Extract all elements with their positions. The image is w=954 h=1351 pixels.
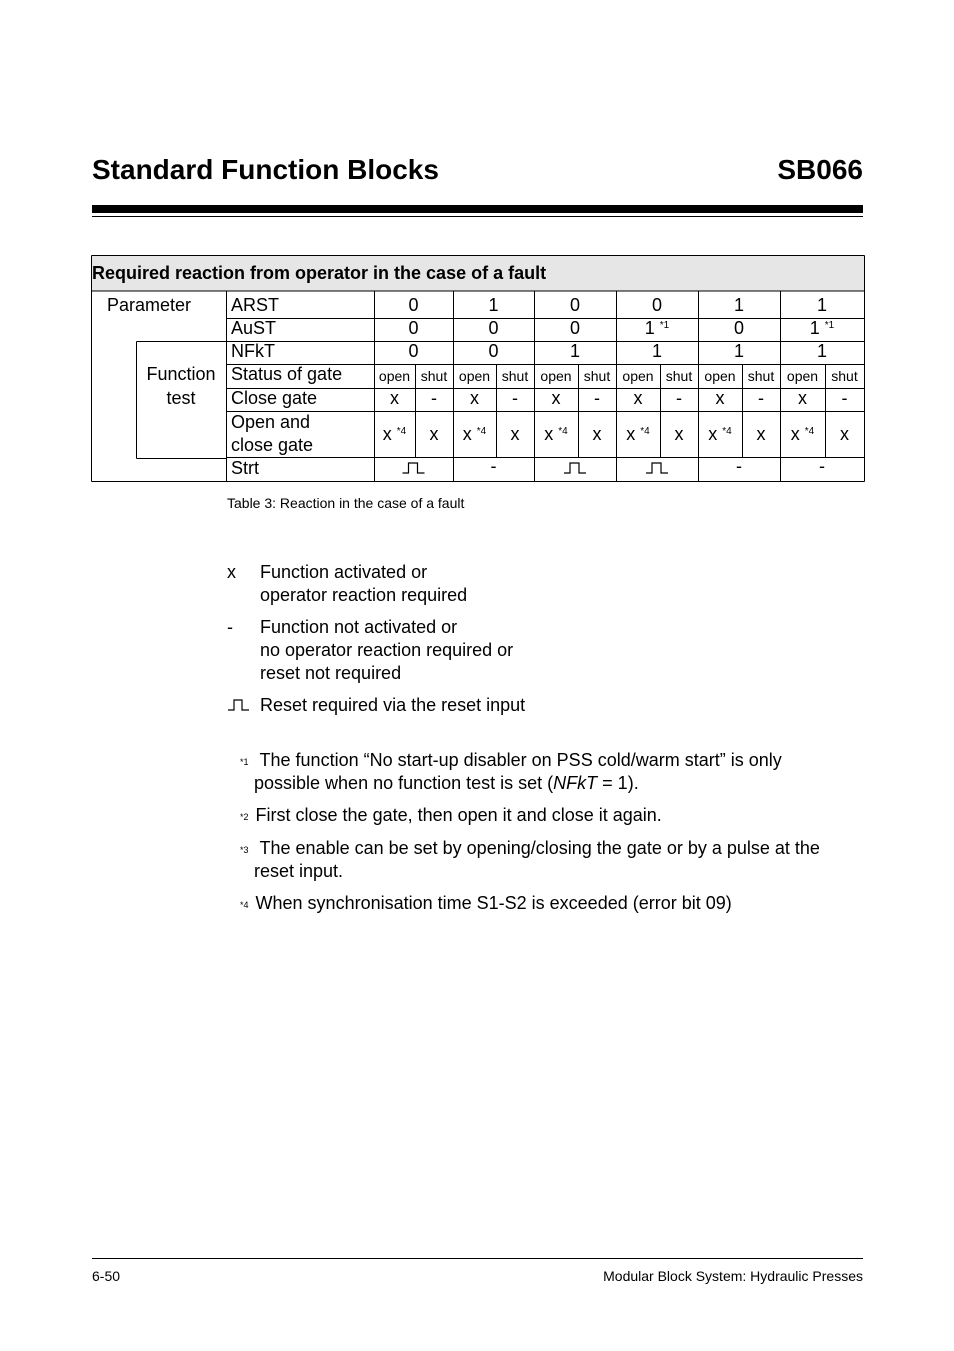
legend-dash-line1: Function not activated or (260, 617, 458, 637)
legend-dash-line2: no operator reaction required or (260, 640, 514, 660)
legend-x-line1: Function activated or (260, 562, 428, 582)
close-gate-shut: - (431, 388, 437, 408)
open-close-shut: x (429, 424, 439, 444)
nfkt-value: 0 (408, 341, 419, 361)
close-gate-open: x (798, 388, 807, 408)
open-close-open: x $^{*4}$ (626, 424, 650, 444)
close-gate-shut: - (594, 388, 600, 408)
nfkt-value: 1 (569, 341, 580, 361)
page-number: 6-50 (92, 1268, 121, 1284)
header-rule-thick (92, 205, 863, 213)
table-caption: Table 3: Reaction in the case of a fault (227, 495, 465, 511)
footnote-2 (240, 804, 865, 827)
status-open: open (622, 368, 654, 384)
footnote-1-line2-a: possible when no function test is set ( (254, 773, 554, 793)
parameter-label: Parameter (107, 295, 192, 315)
aust-value: 0 (569, 318, 580, 338)
arst-value: 0 (408, 295, 419, 315)
header-rule-thin (92, 216, 863, 217)
row-label-strt: Strt (231, 458, 260, 478)
status-shut: shut (420, 368, 448, 384)
page-title: Standard Function Blocks (92, 154, 439, 185)
close-gate-shut: - (512, 388, 518, 408)
legend-x-line2: operator reaction required (260, 585, 468, 605)
status-open: open (458, 368, 491, 384)
legend-text-dash (260, 616, 513, 685)
arst-value: 0 (569, 295, 580, 315)
footnote-4-mark: *4 (240, 900, 249, 910)
aust-value: 1 $^{*1}$ (644, 318, 670, 338)
function-test-label: test (166, 388, 196, 408)
status-shut: shut (747, 368, 775, 384)
close-gate-open: x (470, 388, 479, 408)
close-gate-shut: - (841, 388, 848, 408)
row-label-arst: ARST (231, 295, 280, 315)
status-open: open (704, 368, 736, 384)
open-close-shut: x (592, 424, 602, 444)
legend-dash-line3: reset not required (260, 663, 402, 683)
footnote-1-line2 (240, 772, 865, 795)
legend-symbol-x: x (227, 562, 236, 582)
open-close-open: x $^{*4}$ (790, 424, 815, 444)
strt-value: - (819, 456, 825, 476)
status-shut: shut (665, 368, 693, 384)
nfkt-value: 1 (651, 341, 662, 361)
arst-value: 1 (488, 295, 499, 315)
block-code: SB066 (777, 154, 863, 185)
close-gate-open: x (715, 388, 725, 408)
legend-symbol-dash: - (227, 617, 233, 637)
footnote-1-line2-b: = 1). (597, 773, 639, 793)
row-label-aust: AuST (231, 318, 277, 338)
legend-text-x (260, 561, 467, 607)
strt-value: - (736, 456, 742, 476)
open-close-open: x $^{*4}$ (708, 424, 732, 444)
arst-value: 1 (733, 295, 744, 315)
pulse-icon (646, 463, 668, 473)
function-test-label: Function (146, 364, 216, 384)
nfkt-value: 1 (816, 341, 827, 361)
nfkt-value: 0 (488, 341, 499, 361)
footnote-1 (240, 749, 865, 795)
close-gate-shut: - (676, 388, 682, 408)
status-open: open (378, 368, 411, 384)
status-shut: shut (583, 368, 611, 384)
open-close-open: x $^{*4}$ (462, 424, 487, 444)
arst-value: 1 (816, 295, 827, 315)
footnote-1-line1: The function “No start-up disabler on PSS cold/warm start” is only (259, 750, 782, 770)
footnote-3-mark: *3 (240, 845, 249, 855)
footnote-4 (240, 892, 865, 915)
close-gate-shut: - (758, 388, 764, 408)
footnote-1-line2-em: NFkT (553, 773, 598, 793)
footnote-1-mark: *1 (240, 757, 249, 767)
nfkt-value: 1 (733, 341, 744, 361)
row-label-close: Close gate (231, 388, 318, 408)
open-close-open: x $^{*4}$ (382, 424, 407, 444)
strt-value: - (490, 456, 497, 476)
row-label-status: Status of gate (231, 364, 343, 384)
footnote-3 (240, 837, 865, 883)
status-open: open (540, 368, 572, 384)
footnote-3-line1: The enable can be set by opening/closing the gate or by a pulse at the (259, 838, 820, 858)
close-gate-open: x (633, 388, 643, 408)
footnote-2-mark: *2 (240, 812, 249, 822)
status-shut: shut (501, 368, 529, 384)
open-close-open: x $^{*4}$ (544, 424, 568, 444)
pulse-icon (227, 698, 251, 712)
legend-text-pulse: Reset required via the reset input (260, 695, 526, 715)
row-label-open-close: close gate (231, 435, 314, 455)
row-label-open-close: Open and (231, 412, 311, 432)
table-heading: Required reaction from operator in the case of a fault (92, 263, 547, 283)
document-title: Modular Block System: Hydraulic Presses (603, 1268, 863, 1284)
open-close-shut: x (510, 424, 520, 444)
pulse-icon (564, 463, 586, 473)
status-open: open (786, 368, 819, 384)
pulse-icon (403, 463, 425, 473)
aust-value: 1 $^{*1}$ (809, 318, 835, 338)
footnote-4-text: When synchronisation time S1-S2 is exceeded (error bit 09) (255, 893, 732, 913)
close-gate-open: x (551, 388, 561, 408)
close-gate-open: x (390, 388, 399, 408)
open-close-shut: x (840, 424, 849, 444)
status-shut: shut (831, 368, 858, 384)
fault-reaction-table (91, 255, 865, 482)
footnote-3-line2: reset input. (254, 861, 344, 881)
arst-value: 0 (651, 295, 662, 315)
aust-value: 0 (408, 318, 419, 338)
open-close-shut: x (756, 424, 766, 444)
aust-value: 0 (488, 318, 499, 338)
footer-rule (92, 1258, 863, 1259)
aust-value: 0 (733, 318, 744, 338)
open-close-shut: x (674, 424, 684, 444)
footnote-2-text: First close the gate, then open it and close it again. (255, 805, 662, 825)
row-label-nfkt: NFkT (231, 341, 275, 361)
